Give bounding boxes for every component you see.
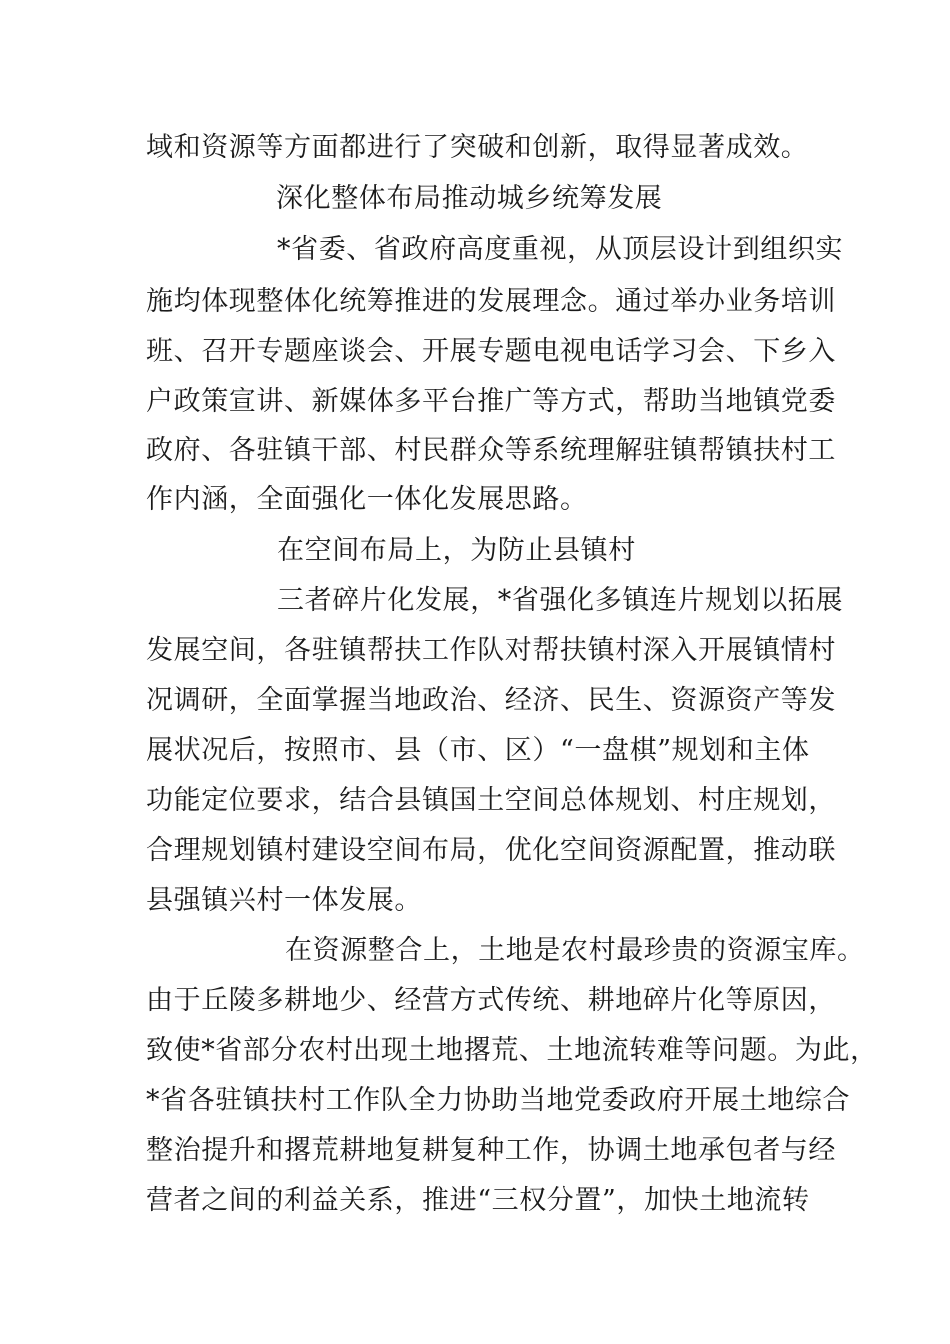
text-line: 政府、各驻镇干部、村民群众等系统理解驻镇帮镇扶村工 [146, 435, 836, 466]
text-line: *省各驻镇扶村工作队全力协助当地党委政府开展土地综合 [146, 1085, 851, 1116]
text-line: 班、召开专题座谈会、开展专题电视电话学习会、下乡入 [146, 336, 836, 367]
text-line: 三者碎片化发展，*省强化多镇连片规划以拓展 [277, 585, 844, 616]
text-line: 营者之间的利益关系，推进“三权分置”，加快土地流转 [146, 1185, 810, 1216]
section-heading: 深化整体布局推动城乡统筹发展 [276, 183, 663, 214]
text-line: 合理规划镇村建设空间布局，优化空间资源配置，推动联 [146, 835, 836, 866]
text-line: 发展空间，各驻镇帮扶工作队对帮扶镇村深入开展镇情村 [146, 635, 836, 666]
text-line: 功能定位要求，结合县镇国土空间总体规划、村庄规划， [146, 785, 836, 816]
text-line: 施均体现整体化统筹推进的发展理念。通过举办业务培训 [146, 286, 836, 317]
text-line: *省委、省政府高度重视，从顶层设计到组织实 [277, 234, 844, 265]
text-line: 县强镇兴村一体发展。 [146, 885, 422, 916]
text-line: 整治提升和撂荒耕地复耕复种工作，协调土地承包者与经 [146, 1135, 836, 1166]
text-line: 作内涵，全面强化一体化发展思路。 [146, 484, 588, 515]
text-line: 户政策宣讲、新媒体多平台推广等方式，帮助当地镇党委 [146, 386, 836, 417]
text-line: 域和资源等方面都进行了突破和创新，取得显著成效。 [146, 132, 809, 163]
text-line: 致使*省部分农村出现土地撂荒、土地流转难等问题。为此， [146, 1035, 878, 1066]
text-line: 在资源整合上，土地是农村最珍贵的资源宝库。 [285, 935, 865, 966]
text-line: 由于丘陵多耕地少、经营方式传统、耕地碎片化等原因， [146, 985, 836, 1016]
text-line: 展状况后，按照市、县（市、区）“一盘棋”规划和主体 [146, 735, 810, 766]
text-line: 况调研，全面掌握当地政治、经济、民生、资源资产等发 [146, 685, 836, 716]
text-line: 在空间布局上，为防止县镇村 [277, 535, 636, 566]
